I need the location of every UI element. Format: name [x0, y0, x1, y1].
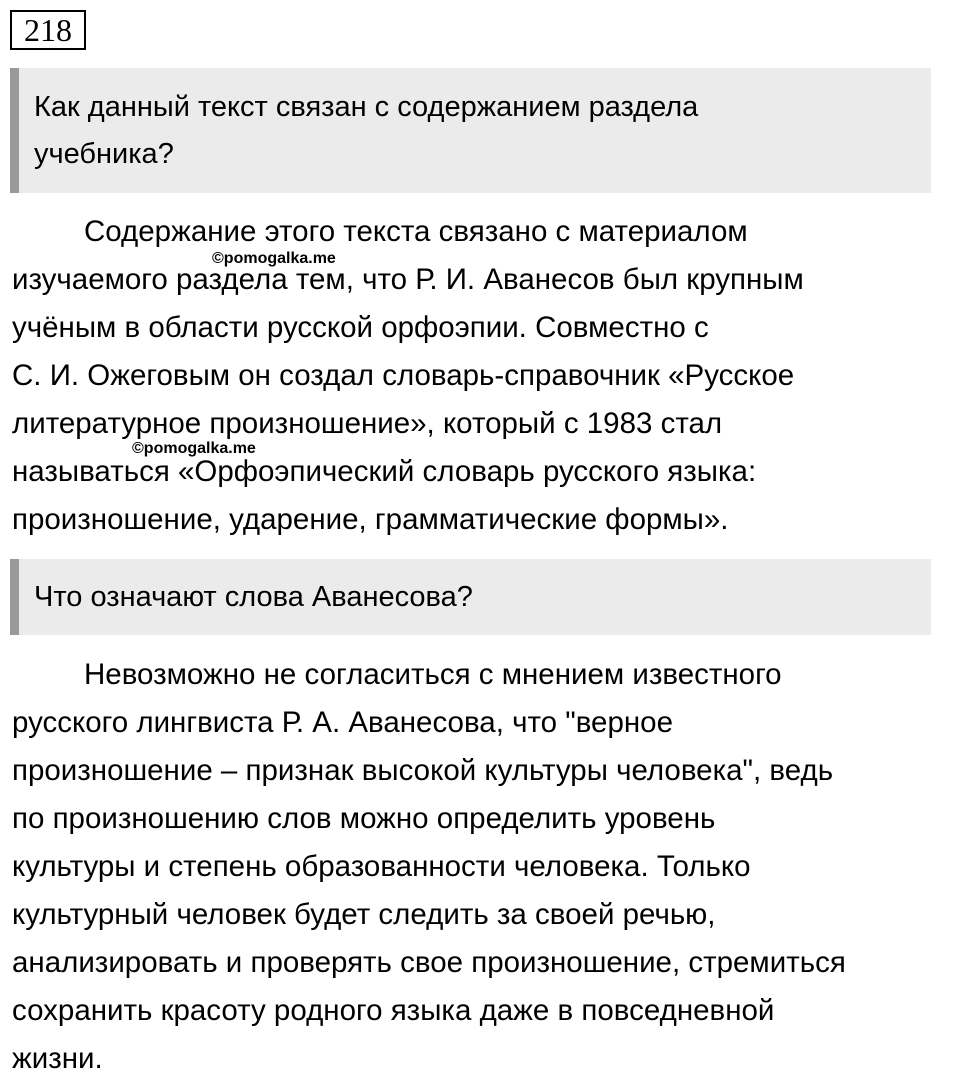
answer-line: литературное произношение», который с 1983 стал — [12, 407, 723, 440]
watermark: ©pomogalka.me — [212, 250, 336, 267]
answer-paragraph-2 — [12, 651, 952, 1083]
answer-line: изучаемого раздела тем, что Р. И. Аванесов был крупным — [12, 263, 804, 296]
answer-line: жизни. — [12, 1042, 103, 1075]
answer-line: называться «Орфоэпический словарь русского языка: — [12, 455, 757, 488]
answer-line: анализировать и проверять свое произношение, стремиться — [12, 946, 846, 979]
answer-paragraph-1 — [12, 208, 952, 544]
answer-line: сохранить красоту родного языка даже в повседневной — [12, 994, 775, 1027]
answer-line: произношение, ударение, грамматические формы». — [12, 503, 729, 536]
answer-line: С. И. Ожеговым он создал словарь-справочник «Русское — [12, 359, 795, 392]
answer-line: произношение – признак высокой культуры человека", ведь — [12, 754, 834, 787]
question-line: Как данный текст связан с содержанием раздела — [34, 91, 699, 123]
answer-line: культурный человек будет следить за своей речью, — [12, 898, 716, 931]
question-block-2 — [10, 559, 931, 635]
answer-line: русского лингвиста Р. А. Аванесова, что "верное — [12, 706, 673, 739]
answer-line: культуры и степень образованности человека. Только — [12, 850, 751, 883]
question-line: Что означают слова Аванесова? — [34, 581, 473, 613]
answer-line: по произношению слов можно определить уровень — [12, 802, 716, 835]
answer-line: учёным в области русской орфоэпии. Совместно с — [12, 311, 709, 344]
answer-line: Содержание этого текста связано с материалом — [84, 215, 748, 248]
question-block-1 — [10, 68, 931, 193]
question-line: учебника? — [34, 138, 174, 170]
watermark: ©pomogalka.me — [132, 440, 256, 457]
task-number: 218 — [10, 10, 86, 50]
answer-line: Невозможно не согласиться с мнением известного — [84, 658, 782, 691]
